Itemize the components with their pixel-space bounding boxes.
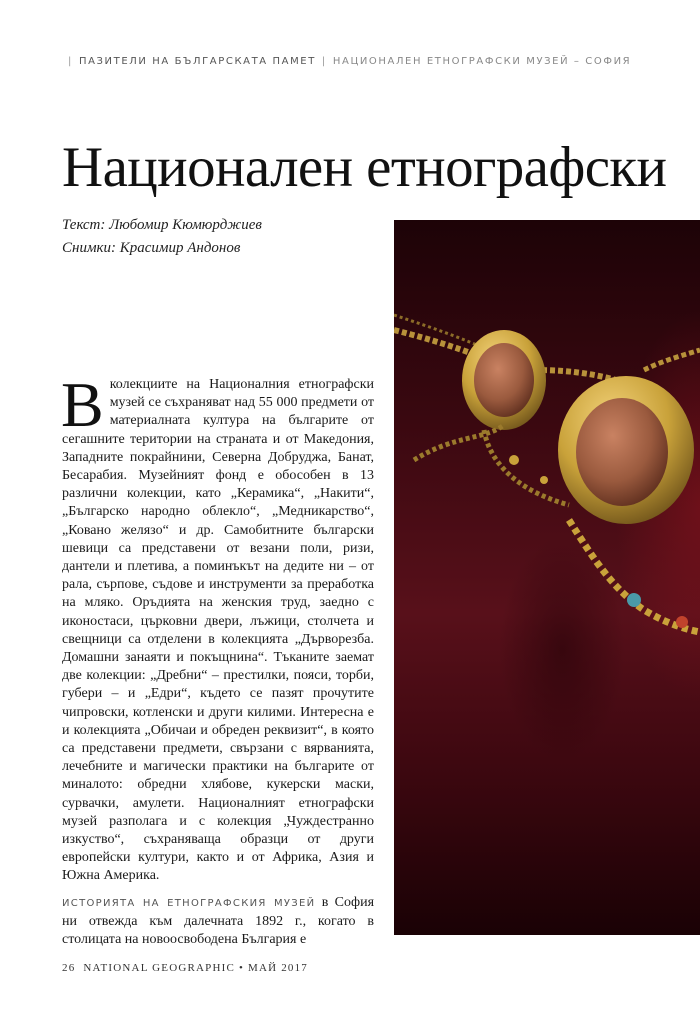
paragraph-text: колекциите на Националния етнографски музей се съхраняват над 55 000 предмети от материалната култура на българите от сегашните територии на страната и от Македония, Западните покрайнини, Северна Добруджа, Банат, Бесарабия. Музейният фонд е обособен в 13 различни колекции, като „Керамика“, „Накити“, „Българско народно облекло“, „Медникарство“, „Ковано желязо“ и др. Самобитните български шевици са представени от везани поли, ризи, дантели и плетива, а поминъкът на дедите ни – от рала, сърпове, съдове и инструменти за преработка на мляко. Оръдията на женския труд, заедно с иконостаси, църковни двери, лъжици, столчета и свещници са отделени в колекцията „Дърворезба. Домашни занаяти и покъщнина“. Тъканите заемат две колекции: „Дребни“ – престилки, пояси, торби, губери – и „Едри“, където се пазят прочутите чипровски, котленски и други килими. Интересна е и колекцията „Обичаи и обреден реквизит“, в която са представени предмети, свързани с вярванията, лечебните и магически практики на българите от миналото: обредни хлябове, кукерски маски, сурвачки, амулети. Националният етнографски музей разполага и с колекция „Чуждестранно изкуство“, съхраняваща образци от други европейски култури, както и от Африка, Азия и Южна Америка. — [62, 377, 374, 884]
article-paragraph — [62, 894, 374, 950]
jewelry-illustration — [394, 220, 700, 935]
running-head-museum: НАЦИОНАЛЕН ЕТНОГРАФСКИ МУЗЕЙ – СОФИЯ — [332, 56, 632, 67]
page-number: 26 — [62, 962, 76, 974]
magazine-issue: NATIONAL GEOGRAPHIC • МАЙ 2017 — [83, 962, 309, 974]
divider-bar: | — [68, 56, 73, 67]
text-credit: Текст: Любомир Кюмюрджиев — [62, 217, 262, 233]
article-paragraph — [61, 369, 374, 886]
jewelry-photo — [394, 220, 700, 935]
article-credits — [62, 214, 262, 260]
article-title: Национален етнографски — [62, 136, 667, 199]
page-footer — [62, 962, 308, 974]
article-body — [61, 369, 375, 949]
running-head-section: ПАЗИТЕЛИ НА БЪЛГАРСКАТА ПАМЕТ — [78, 56, 316, 67]
running-head — [62, 56, 680, 67]
divider-bar: | — [321, 56, 327, 67]
photo-credit: Снимки: Красимир Андонов — [62, 240, 241, 256]
paragraph-text: в София ни отвежда към далечната 1892 г., когато в столицата на новоосвободена България е — [62, 894, 375, 948]
section-lead-in: ИСТОРИЯТА НА ЕТНОГРАФСКИЯ МУЗЕЙ — [62, 897, 316, 909]
drop-cap: В — [61, 369, 104, 440]
